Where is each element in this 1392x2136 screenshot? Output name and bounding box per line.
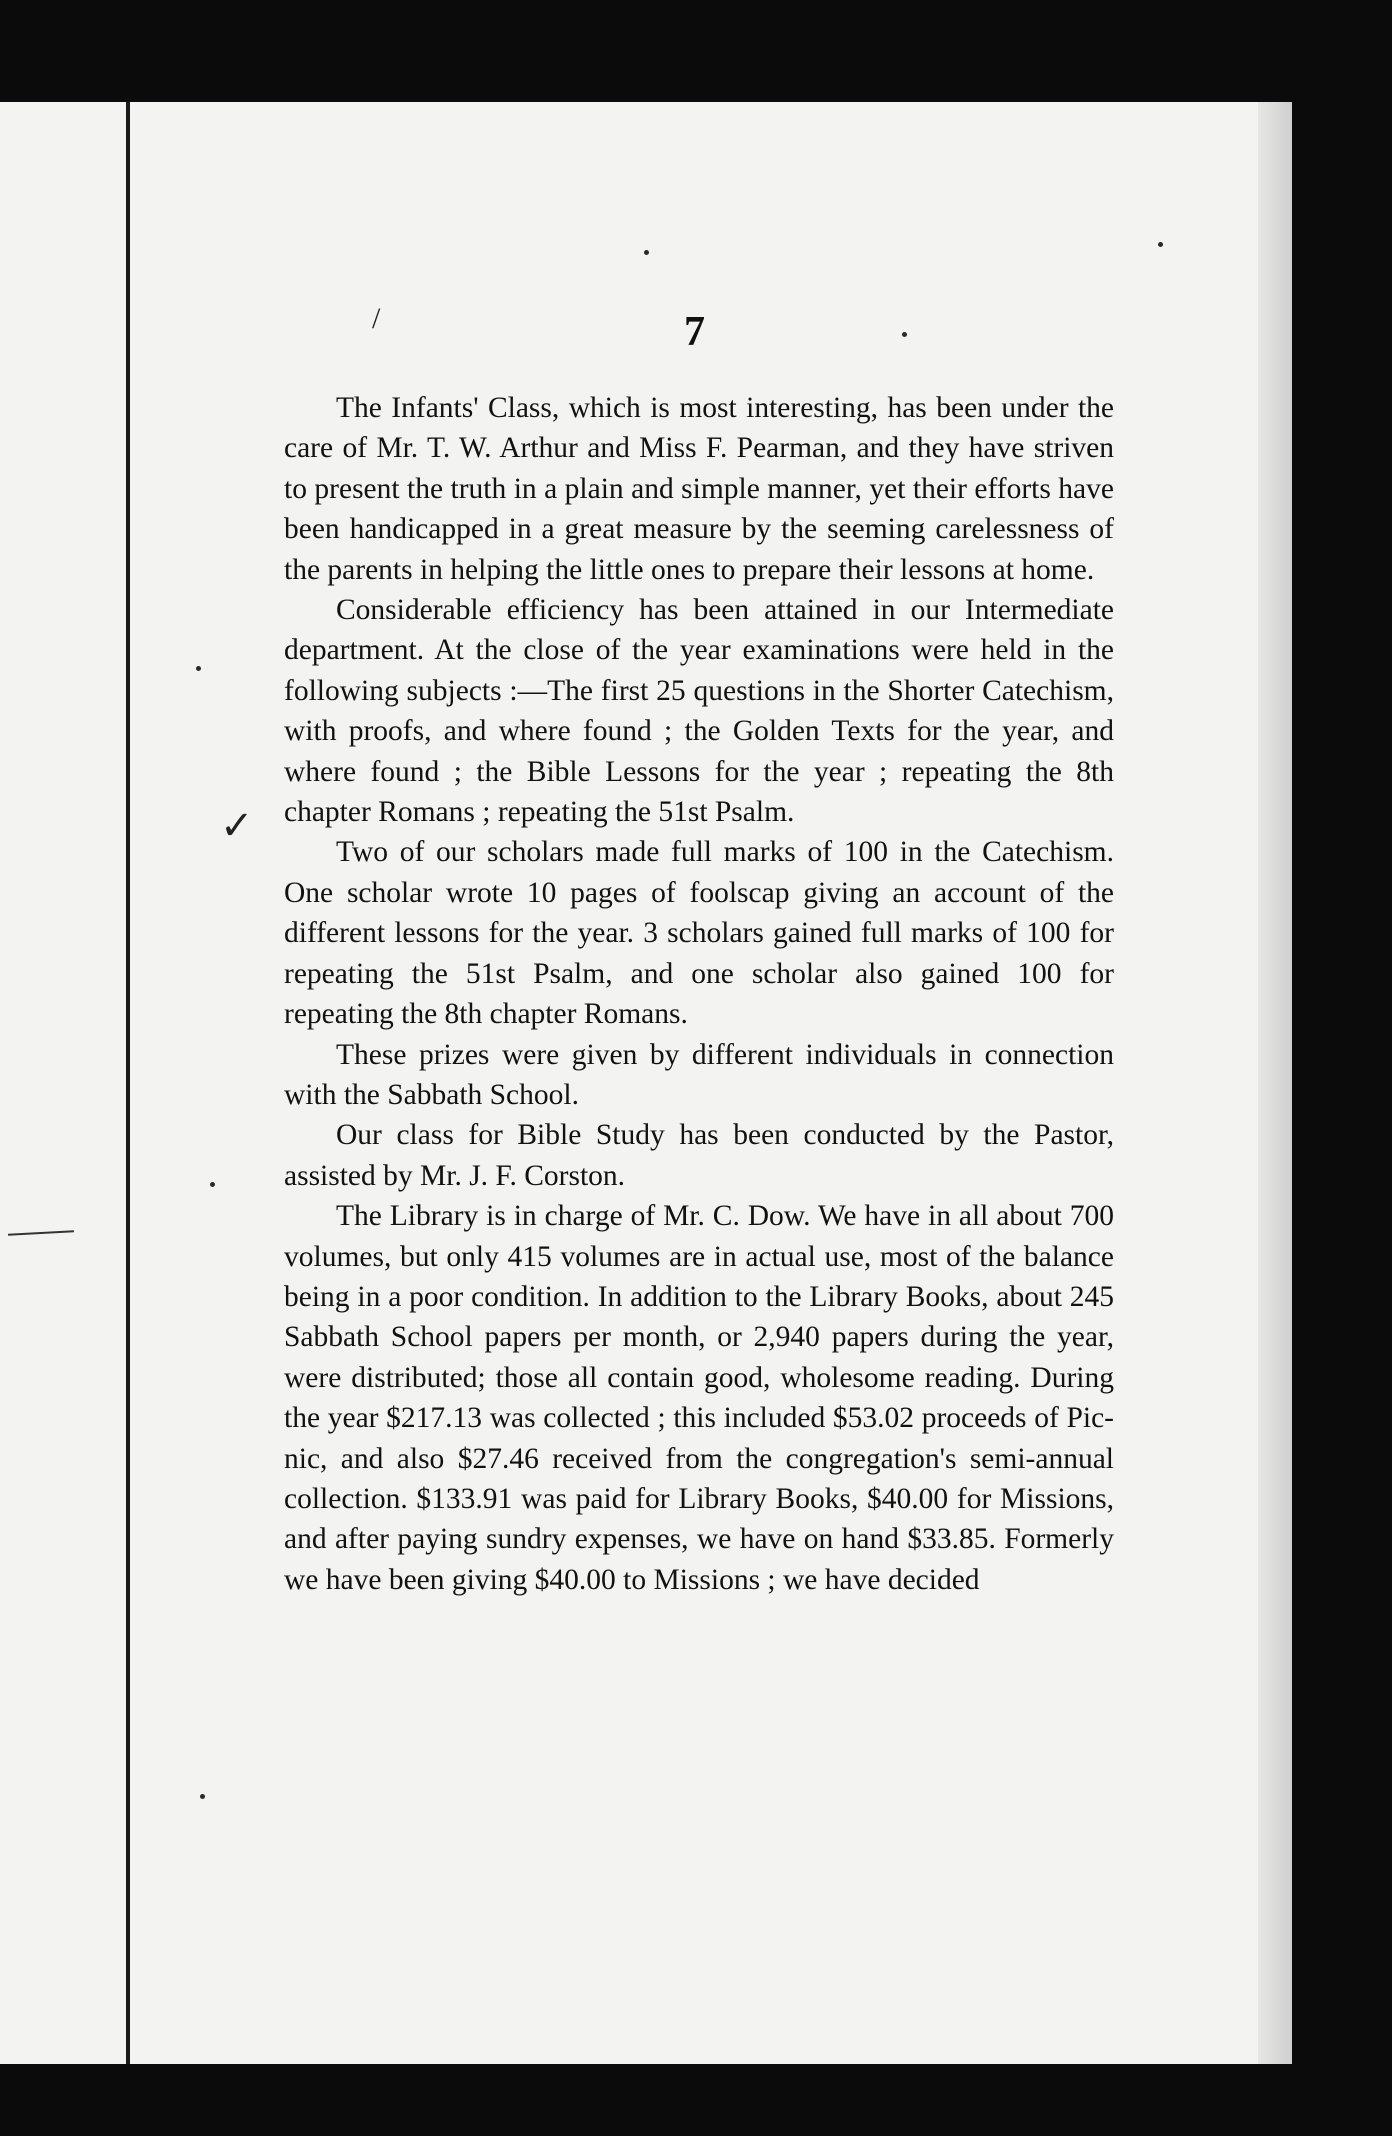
page-number: 7 bbox=[684, 309, 705, 355]
margin-dash-mark bbox=[8, 1230, 74, 1235]
paragraph-library: The Library is in charge of Mr. C. Dow. We have in all about 700 volumes, but only 415 volumes are in actual use, most of the balance being in a poor condition. In addition to the Library Books, about 245 Sabbath School papers per month, or 2,940 papers during the year, were distributed; those all contain good, wholesome reading. During the year $217.13 was collected ; this included $53.02 proceeds of Pic-nic, and also $27.46 received from the congregation's semi-annual collection. $133.91 was paid for Library Books, $40.00 for Missions, and after paying sundry expenses, we have on hand $33.85. Formerly we have been giving $40.00 to Missions ; we have decided bbox=[284, 1200, 1114, 1596]
paragraph-bible-study: Our class for Bible Study has been conducted by the Pastor, assisted by Mr. J. F. Corston. bbox=[284, 1119, 1114, 1192]
speck bbox=[200, 1794, 205, 1799]
paragraph-infants-class: The Infants' Class, which is most interesting, has been under the care of Mr. T. W. Arthur and Miss F. Pearman, and they have striven to present the truth in a plain and simple manner, yet their efforts have been handicapped in a great measure by the seeming carelessness of the parents in helping the little ones to prepare their lessons at home. bbox=[284, 392, 1114, 586]
speck bbox=[644, 250, 649, 255]
pencil-tick-mark: / bbox=[372, 302, 381, 335]
speck bbox=[210, 1182, 215, 1187]
speck bbox=[196, 666, 201, 671]
paragraph-prizes: These prizes were given by different individuals in connection with the Sabbath School. bbox=[284, 1038, 1114, 1111]
paragraph-scholars-marks: Two of our scholars made full marks of 100 in the Catechism. One scholar wrote 10 pages of foolscap giving an account of the different lessons for the year. 3 scholars gained full marks of 100 for repeating the 51st Psalm, and one scholar also gained 100 for repeating the 8th chapter Romans. bbox=[284, 836, 1114, 1031]
pencil-check-mark: ✓ bbox=[220, 803, 254, 848]
speck bbox=[1158, 242, 1163, 247]
speck bbox=[902, 332, 907, 337]
paragraph-intermediate-department: Considerable efficiency has been attained in our Intermediate department. At the close of the year examinations were held in the following subjects :—The first 25 questions in the Shorter Catechism, with proofs, and where found ; the Golden Texts for the year, and where found ; the Bible Lessons for the year ; repeating the 8th chapter Romans ; repeating the 51st Psalm. bbox=[284, 594, 1114, 829]
page-edge-shadow bbox=[1258, 102, 1292, 2064]
binding-gutter-line bbox=[126, 102, 130, 2064]
paper-sheet bbox=[0, 102, 1292, 2064]
body-text bbox=[284, 388, 1114, 1600]
